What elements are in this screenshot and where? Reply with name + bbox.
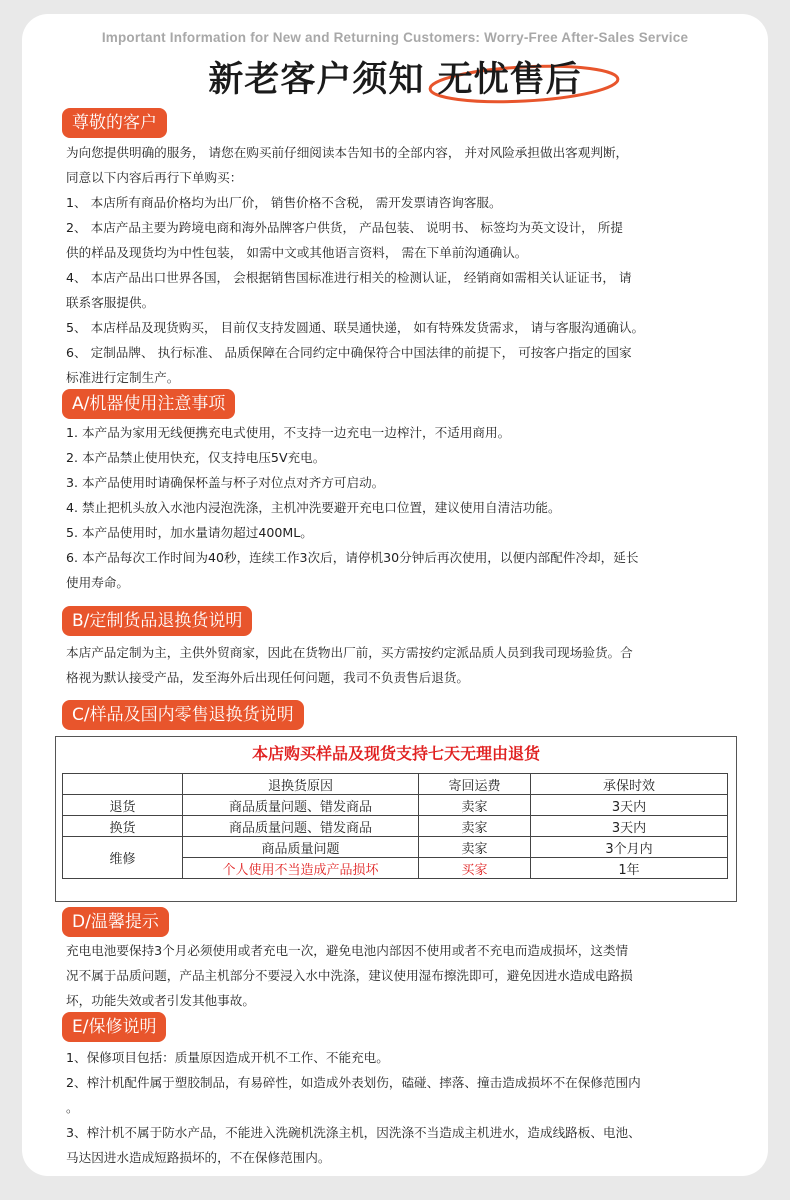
header-cell: 承保时效 xyxy=(531,774,728,795)
text-line: 4. 禁止把机头放入水池内浸泡洗涤，主机冲洗要避开充电口位置，建议使用自清洁功能。 xyxy=(66,500,561,515)
section-b-text xyxy=(66,640,738,690)
text-line: 充电电池要保持3个月必须使用或者充电一次，避免电池内部因不使用或者不充电而造成损坏，这类情 xyxy=(66,943,629,958)
table-row xyxy=(63,837,728,858)
period-cell: 3个月内 xyxy=(531,837,728,858)
text-line: 4、 本店产品出口世界各国， 会根据销售国标准进行相关的检测认证， 经销商如需相关认证证书， 请 xyxy=(66,270,632,285)
period-cell: 1年 xyxy=(531,858,728,879)
section-a-text xyxy=(66,420,738,595)
period-cell: 3天内 xyxy=(531,816,728,837)
text-line: 1. 本产品为家用无线便携充电式使用，不支持一边充电一边榨汁，不适用商用。 xyxy=(66,425,511,440)
text-line: 供的样品及现货均为中性包装， 如需中文或其他语言资料， 需在下单前沟通确认。 xyxy=(66,245,528,260)
fee-cell: 卖家 xyxy=(419,837,531,858)
text-line: 为向您提供明确的服务， 请您在购买前仔细阅读本告知书的全部内容， 并对风险承担做出客观判断， xyxy=(66,145,629,160)
section-respected-text xyxy=(66,140,738,390)
table-header-row xyxy=(63,774,728,795)
page-title xyxy=(0,52,790,102)
title-highlight: 无忧售后 xyxy=(438,52,582,102)
text-line: 1、保修项目包括：质量原因造成开机不工作、不能充电。 xyxy=(66,1050,389,1065)
text-line: 2、 本店产品主要为跨境电商和海外品牌客户供货， 产品包装、 说明书、 标签均为英文设计， 所提 xyxy=(66,220,623,235)
text-line: 6. 本产品每次工作时间为40秒，连续工作3次后，请停机30分钟后再次使用，以便内部配件冷却，延长 xyxy=(66,550,639,565)
text-line: 5、 本店样品及现货购买， 目前仅支持发圆通、联昊通快递， 如有特殊发货需求， 请与客服沟通确认。 xyxy=(66,320,645,335)
text-line: 1、 本店所有商品价格均为出厂价， 销售价格不含税， 需开发票请咨询客服。 xyxy=(66,195,502,210)
fee-cell: 卖家 xyxy=(419,816,531,837)
text-line: 2、榨汁机配件属于塑胶制品，有易碎性，如造成外表划伤，磕碰、摔落、撞击造成损坏不在保修范围内 xyxy=(66,1075,641,1090)
section-tag-respected: 尊敬的客户 xyxy=(62,108,167,138)
section-e-text xyxy=(66,1045,738,1170)
section-tag-c: C/样品及国内零售退换货说明 xyxy=(62,700,304,730)
section-tag-d: D/温馨提示 xyxy=(62,907,169,937)
type-cell: 退货 xyxy=(63,795,183,816)
table-row xyxy=(63,795,728,816)
period-cell: 3天内 xyxy=(531,795,728,816)
text-line: 。 xyxy=(66,1100,79,1115)
header-cell: 退换货原因 xyxy=(183,774,419,795)
policy-table xyxy=(62,773,728,879)
text-line: 3. 本产品使用时请确保杯盖与杯子对位点对齐方可启动。 xyxy=(66,475,385,490)
text-line: 本店产品定制为主，主供外贸商家，因此在货物出厂前，买方需按约定派品质人员到我司现场验货。合 xyxy=(66,645,633,660)
page-subtitle: Important Information for New and Returning Customers: Worry-Free After-Sales Service xyxy=(101,30,689,45)
text-line: 格视为默认接受产品，发至海外后出现任何问题，我司不负责售后退货。 xyxy=(66,670,469,685)
text-line: 马达因进水造成短路损坏的，不在保修范围内。 xyxy=(66,1150,331,1165)
table-title: 本店购买样品及现货支持七天无理由退货 xyxy=(251,744,540,763)
table-row xyxy=(63,816,728,837)
text-line: 坏，功能失效或者引发其他事故。 xyxy=(66,993,255,1008)
text-line: 标准进行定制生产。 xyxy=(66,370,180,385)
reason-cell: 商品质量问题、错发商品 xyxy=(183,795,419,816)
section-tag-e: E/保修说明 xyxy=(62,1012,166,1042)
reason-cell: 商品质量问题、错发商品 xyxy=(183,816,419,837)
section-tag-a: A/机器使用注意事项 xyxy=(62,389,235,419)
text-line: 6、 定制品牌、 执行标准、 品质保障在合同约定中确保符合中国法律的前提下， 可按客户指定的国家 xyxy=(66,345,632,360)
section-tag-b: B/定制货品退换货说明 xyxy=(62,606,252,636)
text-line: 2. 本产品禁止使用快充，仅支持电压5V充电。 xyxy=(66,450,326,465)
type-cell: 换货 xyxy=(63,816,183,837)
header-cell: 寄回运费 xyxy=(419,774,531,795)
text-line: 同意以下内容后再行下单购买： xyxy=(66,170,243,185)
section-d-text xyxy=(66,938,738,1013)
text-line: 3、榨汁机不属于防水产品，不能进入洗碗机洗涤主机，因洗涤不当造成主机进水，造成线路板、电池、 xyxy=(66,1125,641,1140)
text-line: 使用寿命。 xyxy=(66,575,129,590)
fee-cell: 卖家 xyxy=(419,795,531,816)
header-cell xyxy=(63,774,183,795)
title-main: 新老客户须知 xyxy=(208,60,425,100)
text-line: 联系客服提供。 xyxy=(66,295,155,310)
text-line: 5. 本产品使用时，加水量请勿超过400ML。 xyxy=(66,525,313,540)
return-policy-table xyxy=(55,736,737,902)
type-cell: 维修 xyxy=(63,837,183,879)
reason-cell: 商品质量问题 xyxy=(183,837,419,858)
fee-cell: 买家 xyxy=(419,858,531,879)
reason-cell: 个人使用不当造成产品损坏 xyxy=(183,858,419,879)
text-line: 况不属于品质问题，产品主机部分不要浸入水中洗涤，建议使用湿布擦洗即可，避免因进水造成电路损 xyxy=(66,968,633,983)
